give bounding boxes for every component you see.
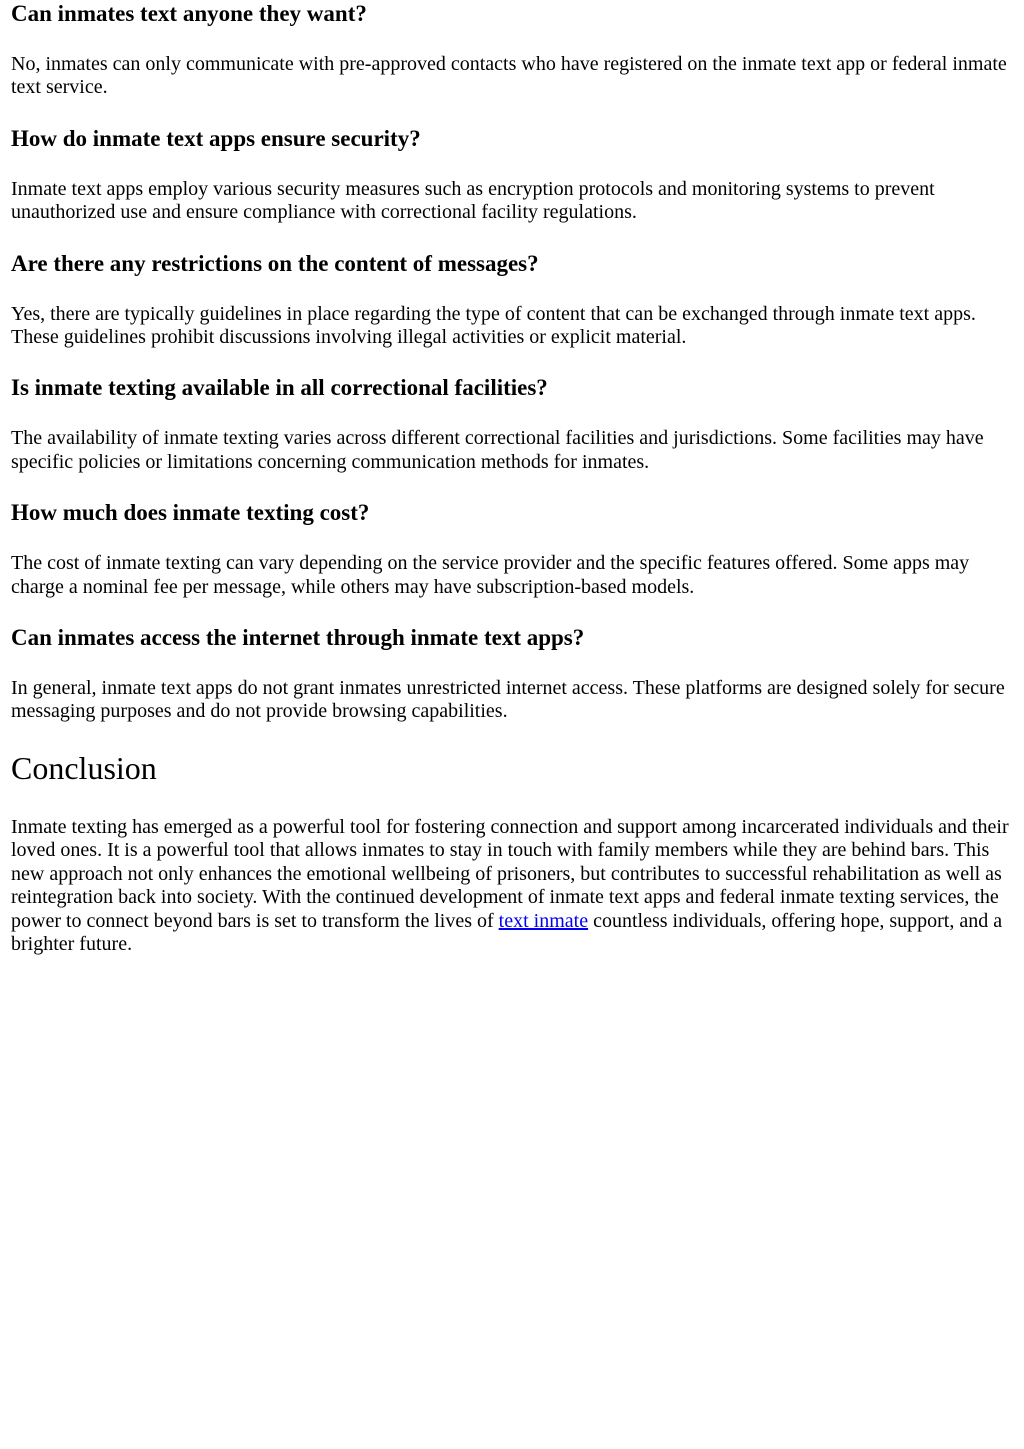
faq-question: Can inmates text anyone they want? bbox=[11, 1, 367, 26]
faq-answer: The cost of inmate texting can vary depending on the service provider and the specific features offered. Some apps may charge a nominal fee per message, while others may have subscription-based models. bbox=[11, 552, 970, 598]
conclusion-text-before-link: Inmate texting has emerged as a powerful tool for fostering connection and support among incarcerated individuals and their loved ones. It is a powerful tool that allows inmates to stay in touch with family members while they are behind bars. This new approach not only enhances the emotional wellbeing of prisoners, but contributes to successful rehabilitation as well as reintegration back into society. With the continued development of inmate text apps and federal inmate texting services, the power to connect beyond bars is set to transform the lives of bbox=[11, 815, 1009, 932]
faq-item bbox=[11, 624, 1013, 724]
faq-question: Are there any restrictions on the content of messages? bbox=[11, 250, 539, 276]
faq-answer: No, inmates can only communicate with pre-approved contacts who have registered on the inmate text app or federal inmate text service. bbox=[11, 53, 1007, 99]
faq-answer: Yes, there are typically guidelines in place regarding the type of content that can be exchanged through inmate text apps. These guidelines prohibit discussions involving illegal activities or explicit material. bbox=[11, 302, 976, 349]
faq-item bbox=[11, 499, 1013, 599]
faq-item bbox=[11, 125, 1013, 225]
faq-question: Is inmate texting available in all correctional facilities? bbox=[11, 375, 548, 401]
faq-question: Can inmates access the internet through inmate text apps? bbox=[11, 625, 585, 651]
faq-item bbox=[11, 250, 1013, 350]
text-inmate-link[interactable]: text inmate bbox=[498, 909, 589, 932]
conclusion-text-after-link: countless individuals, offering hope, support, and a brighter future. bbox=[11, 909, 1003, 955]
faq-item bbox=[11, 0, 1013, 100]
conclusion-heading: Conclusion bbox=[11, 749, 157, 786]
conclusion-paragraph bbox=[11, 816, 1013, 956]
faq-answer: Inmate text apps employ various security measures such as encryption protocols and monitoring systems to prevent unauthorized use and ensure compliance with correctional facility regulations. bbox=[11, 177, 935, 224]
faq-question: How much does inmate texting cost? bbox=[11, 500, 370, 526]
faq-answer: The availability of inmate texting varies across different correctional facilities and jurisdictions. Some facilities may have specific policies or limitations concerning communication methods for inmates. bbox=[11, 427, 984, 473]
faq-answer: In general, inmate text apps do not grant inmates unrestricted internet access. These platforms are designed solely for secure messaging purposes and do not provide browsing capabilities. bbox=[11, 677, 1005, 723]
faq-item bbox=[11, 374, 1013, 474]
faq-question: How do inmate text apps ensure security? bbox=[11, 125, 421, 151]
